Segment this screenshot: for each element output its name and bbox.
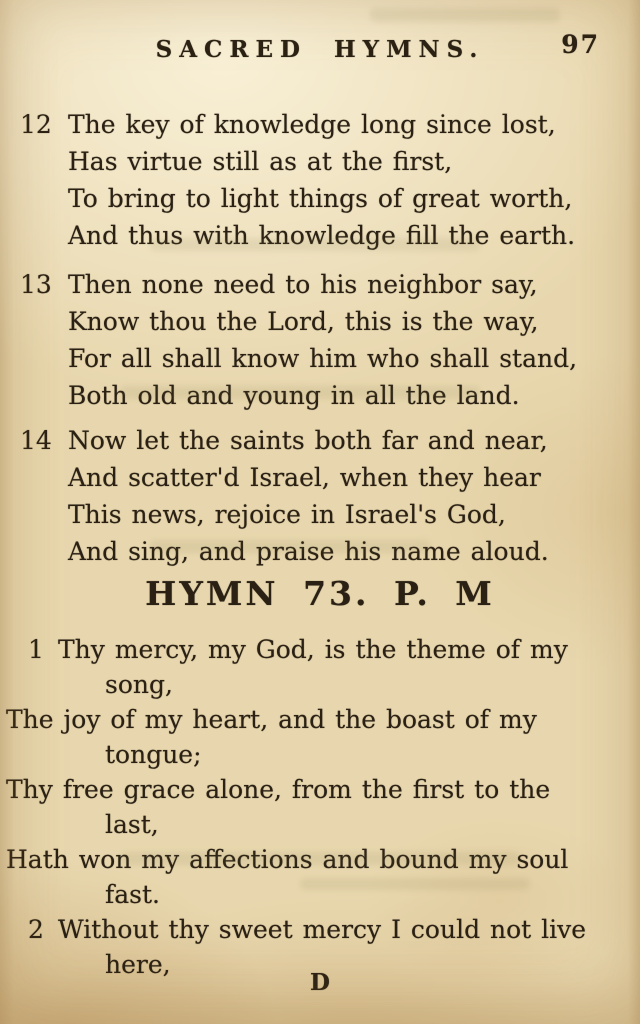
verse-number: 13	[20, 270, 52, 299]
verse-line: Hath won my affections and bound my soul	[6, 845, 569, 874]
verse-line: here,	[105, 950, 171, 979]
hymn-verse-1	[0, 632, 634, 912]
verse-line-text: Thy mercy, my God, is the theme of my	[58, 635, 568, 664]
hymn-heading: HYMN 73. P. M	[145, 574, 495, 613]
verse-number: 2	[28, 915, 44, 944]
show-through-mark	[300, 878, 530, 890]
verse-line: This news, rejoice in Israel's God,	[68, 500, 506, 529]
verse-12	[20, 106, 630, 254]
verse-line: To bring to light things of great worth,	[68, 184, 573, 213]
verse-line: Now let the saints both far and near,	[68, 426, 548, 455]
verse-line: Know thou the Lord, this is the way,	[68, 307, 539, 336]
show-through-mark	[120, 852, 520, 865]
verse-line: song,	[105, 670, 173, 699]
verse-line: And scatter'd Israel, when they hear	[68, 463, 541, 492]
verse-line: And sing, and praise his name aloud.	[68, 537, 549, 566]
verse-line-text: Without thy sweet mercy I could not live	[58, 915, 587, 944]
show-through-mark	[120, 386, 480, 399]
verse-line: tongue;	[105, 740, 202, 769]
verse-number: 14	[20, 426, 52, 455]
running-title: SACRED HYMNS.	[155, 36, 485, 63]
verse-line: The joy of my heart, and the boast of my	[6, 705, 537, 734]
page-number: 97	[561, 30, 600, 59]
verse-line: fast.	[105, 880, 160, 909]
verse-line: Then none need to his neighbor say,	[68, 270, 538, 299]
verse-line: For all shall know him who shall stand,	[68, 344, 578, 373]
show-through-mark	[150, 238, 480, 251]
verse-lines	[68, 106, 630, 254]
verse-line: And thus with knowledge fill the earth.	[68, 221, 576, 250]
verse-line	[0, 912, 634, 947]
signature-mark: D	[310, 969, 330, 996]
verse-line: last,	[105, 810, 159, 839]
verse-number: 12	[20, 110, 52, 139]
verse-line: Thy free grace alone, from the first to the	[6, 775, 551, 804]
verse-line	[0, 632, 634, 667]
verse-number: 1	[28, 635, 44, 664]
show-through-mark	[150, 540, 430, 553]
verse-line: Has virtue still as at the first,	[68, 147, 453, 176]
verse-line: The key of knowledge long since lost,	[68, 110, 556, 139]
page-header	[0, 0, 640, 66]
verse-line: Both old and young in all the land.	[68, 381, 520, 410]
